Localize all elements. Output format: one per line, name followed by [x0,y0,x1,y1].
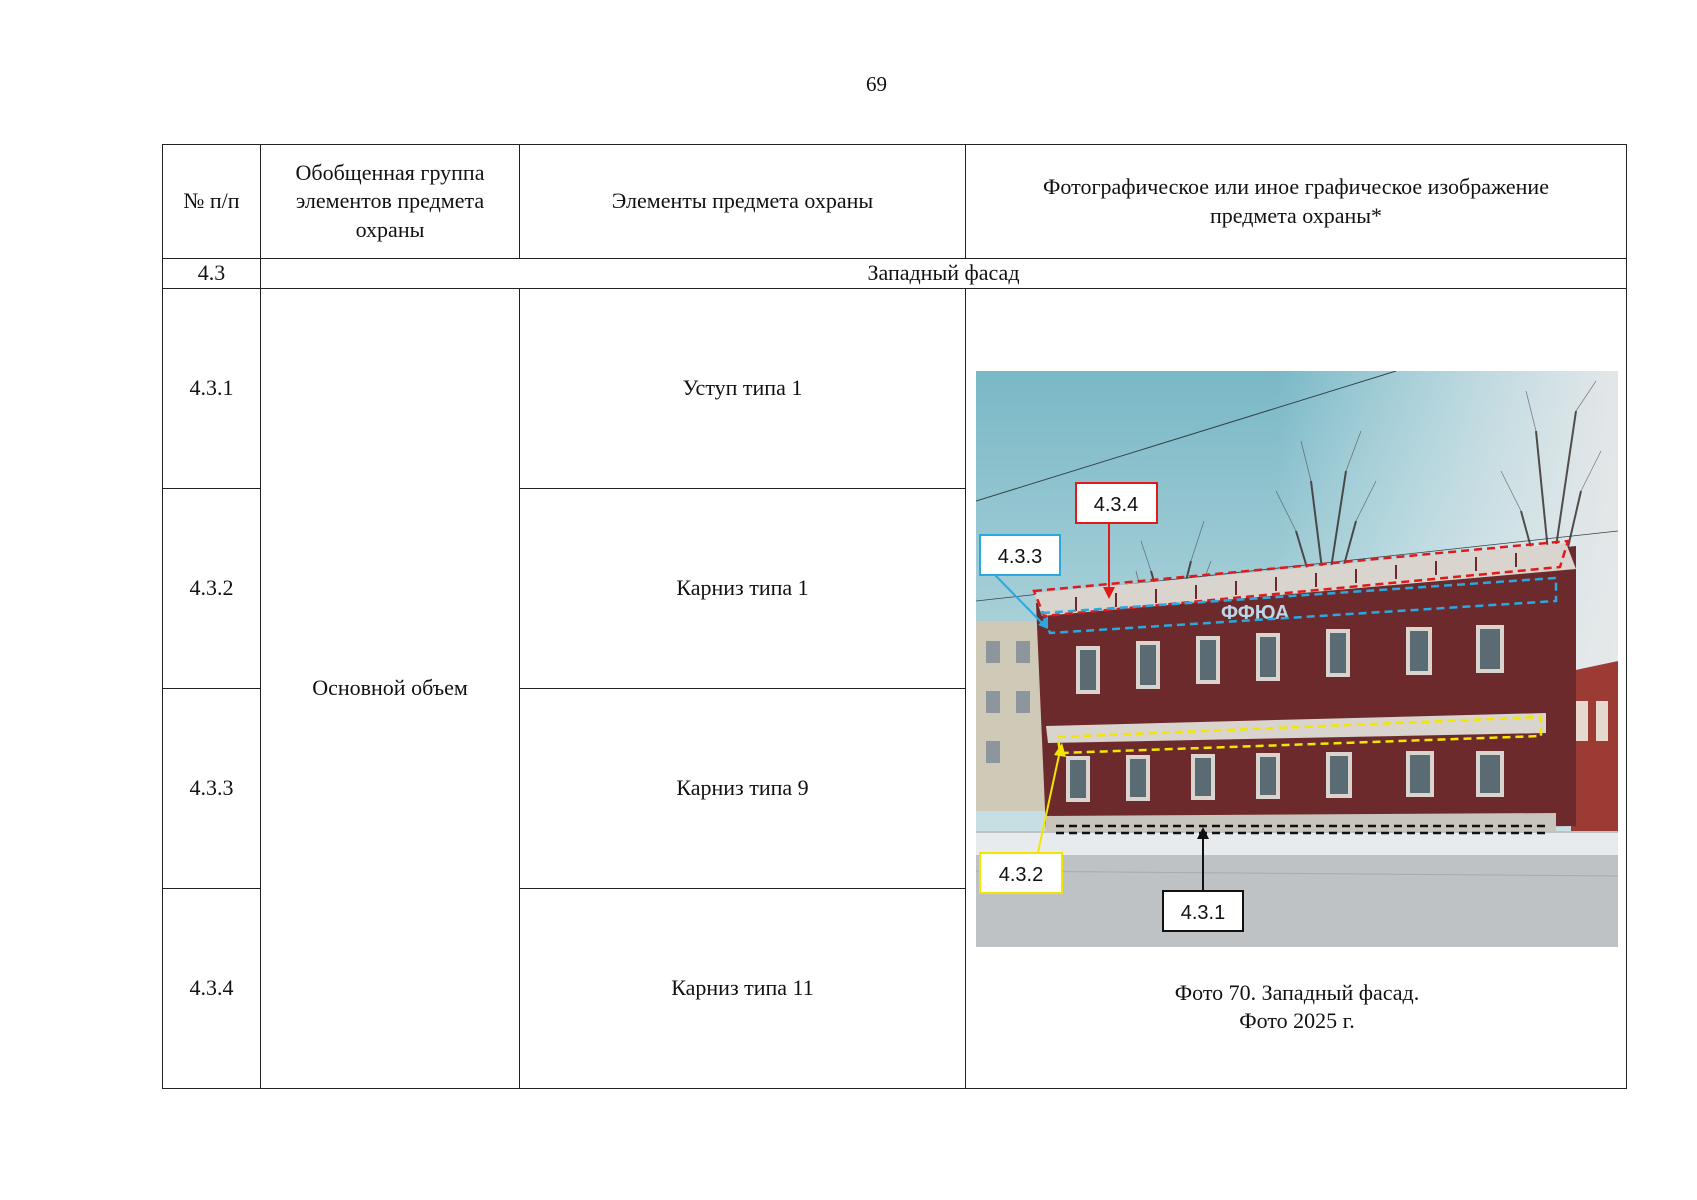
row-num: 4.3.1 [163,288,261,488]
row-num: 4.3.2 [163,488,261,688]
caption-line-1: Фото 70. Западный фасад. [1174,979,1420,1005]
group-name: Основной объем [261,288,520,1088]
section-num: 4.3 [163,259,261,289]
header-image: Фотографическое или иное графическое изображение предмета охраны* [966,145,1627,259]
photo-cell [966,288,1627,1088]
callout-label-4-3-2: 4.3.2 [998,863,1044,886]
row-num: 4.3.4 [163,888,261,1088]
header-row [163,145,1627,259]
callout-4-3-1 [1163,891,1243,931]
callout-4-3-2 [980,853,1062,893]
section-title: Западный фасад [261,259,1627,289]
row-element: Карниз типа 9 [520,688,966,888]
facade-photo [976,371,1618,947]
header-group: Обобщенная группа элементов предмета охраны [261,145,520,259]
callout-label-4-3-3: 4.3.3 [997,545,1043,568]
callout-label-4-3-4: 4.3.4 [1093,493,1139,516]
caption-line-2: Фото 2025 г. [1239,1008,1355,1034]
callout-4-3-4 [1076,483,1157,523]
row-element: Карниз типа 11 [520,888,966,1088]
callout-label-4-3-1: 4.3.1 [1180,901,1226,924]
row-element: Карниз типа 1 [520,488,966,688]
protection-table [162,144,1627,1089]
section-row [163,259,1627,289]
row-element: Уступ типа 1 [520,288,966,488]
building-sign: ФФЮА [1221,601,1290,624]
page-number: 69 [866,72,887,96]
table-row [163,288,1627,488]
photo-caption [966,979,1628,1036]
callout-4-3-3 [980,535,1060,575]
row-num: 4.3.3 [163,688,261,888]
header-num: № п/п [163,145,261,259]
header-elements: Элементы предмета охраны [520,145,966,259]
